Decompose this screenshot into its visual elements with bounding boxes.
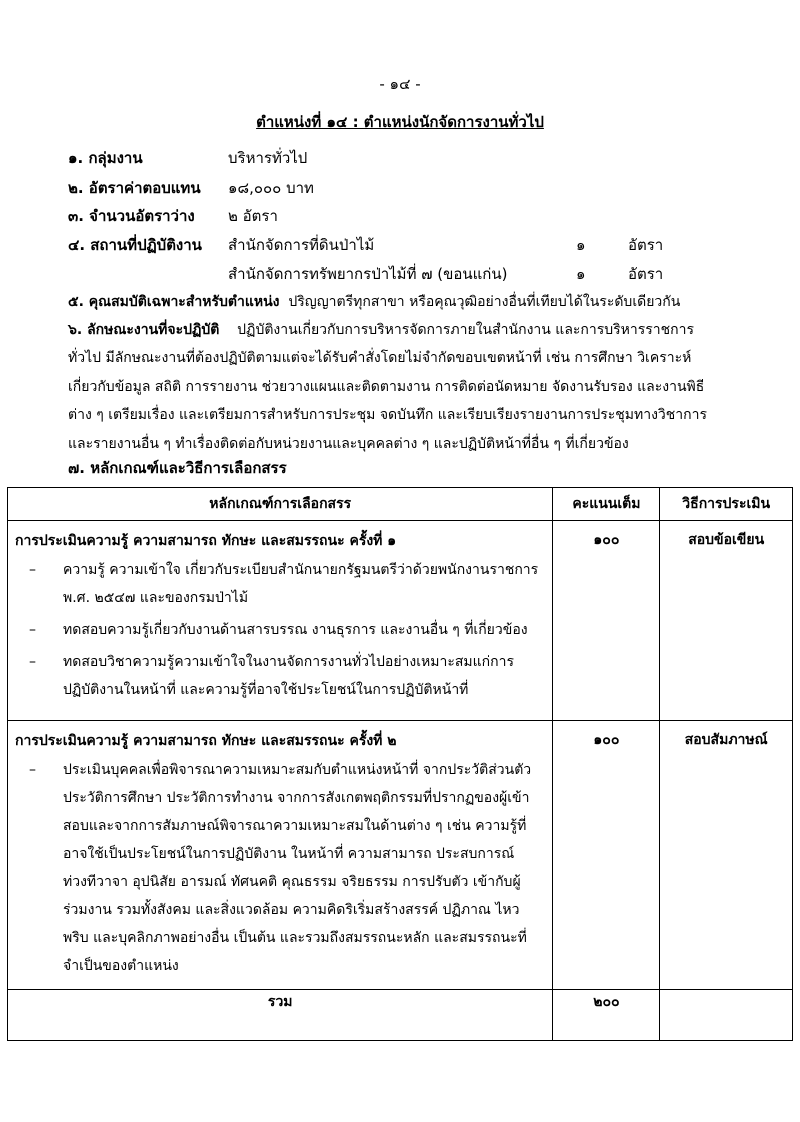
criteria-cell	[8, 521, 553, 721]
header-method: วิธีการประเมิน	[660, 488, 793, 521]
group1-title: การประเมินความรู้ ความสามารถ ทักษะ และสมรรถนะ ครั้งที่ ๑	[15, 533, 397, 549]
location-count: ๑	[576, 265, 586, 283]
total-method-empty	[660, 990, 793, 1041]
duties-text-line: ต่าง ๆ เตรียมเรื่อง และเตรียมการสำหรับการประชุม จดบันทึก และเรียบเรียงรายงานการประชุมทางวิชาการ	[68, 407, 707, 423]
item-text: ความรู้ ความเข้าใจ เกี่ยวกับระเบียบสำนักนายกรัฐมนตรีว่าด้วยพนักงานราชการ พ.ศ. ๒๕๔๗ และของกรมป่าไม้	[63, 562, 539, 606]
table-row	[8, 521, 793, 721]
qualification-text: ปริญญาตรีทุกสาขา หรือคุณวุฒิอย่างอื่นที่เทียบได้ในระดับเดียวกัน	[288, 294, 681, 310]
page-number: - ๑๔ -	[379, 75, 421, 93]
duties-text	[68, 344, 780, 458]
header-full-score: คะแนนเต็ม	[553, 488, 660, 521]
location-name: สำนักจัดการที่ดินป่าไม้	[228, 236, 375, 254]
criteria-table	[7, 487, 793, 1041]
location-label: ๔. สถานที่ปฏิบัติงาน	[68, 236, 202, 254]
position-heading: ตำแหน่งที่ ๑๔ : ตำแหน่งนักจัดการงานทั่วไป	[256, 113, 544, 131]
group1-method: สอบข้อเขียน	[660, 521, 793, 721]
location-row	[228, 262, 788, 288]
location-row	[228, 233, 788, 259]
vacancy-label: ๓. จำนวนอัตราว่าง	[68, 207, 195, 225]
duties-text-line: และรายงานอื่น ๆ ทำเรื่องติดต่อกับหน่วยงานและบุคคลต่าง ๆ และปฏิบัติหน้าที่อื่น ๆ ที่เกี่ยวข้อง	[68, 435, 629, 452]
total-score: ๒๐๐	[553, 990, 660, 1041]
location-unit: อัตรา	[628, 265, 664, 283]
criteria-cell	[8, 721, 553, 990]
duties-text-line: เกี่ยวกับข้อมูล สถิติ การรายงาน ช่วยวางแผนและติดตามงาน การติดต่อนัดหมาย จัดงานรับรอง และงานพิธี	[68, 378, 705, 395]
duties-text-line1: ปฏิบัติงานเกี่ยวกับการบริหารจัดการภายในสำนักงาน และการบริหารราชการ	[237, 322, 695, 338]
salary-label: ๒. อัตราค่าตอบแทน	[68, 179, 201, 197]
total-row	[8, 990, 793, 1041]
item-text: ทดสอบความรู้เกี่ยวกับงานด้านสารบรรณ งานธุรการ และงานอื่น ๆ ที่เกี่ยวข้อง	[63, 622, 528, 638]
vacancy-value: ๒ อัตรา	[228, 207, 278, 225]
dash-bullet: –	[29, 622, 36, 638]
list-item	[9, 554, 551, 614]
item-text: ทดสอบวิชาความรู้ความเข้าใจในงานจัดการงานทั่วไปอย่างเหมาะสมแก่การปฏิบัติงานในหน้าที่ และความรู้ที่อาจใช้ประโยชน์ในการปฏิบัติหน้าที่	[63, 654, 514, 698]
location-count: ๑	[576, 236, 586, 254]
group-value: บริหารทั่วไป	[228, 149, 308, 167]
location-name: สำนักจัดการทรัพยากรป่าไม้ที่ ๗ (ขอนแก่น)	[228, 265, 508, 283]
qualification-line	[68, 288, 780, 317]
group1-score: ๑๐๐	[553, 521, 660, 721]
table-row	[8, 721, 793, 990]
item-text: ประเมินบุคคลเพื่อพิจารณาความเหมาะสมกับตำแหน่งหน้าที่ จากประวัติส่วนตัว ประวัติการศึกษา ประวัติการทำงาน จากการสังเกตพฤติกรรมที่ปรากฏของผู้เข้าสอบและจากการสัมภาษณ์พิจารณาความเหมาะสมในด้านต่าง ๆ เช่น ความรู้ที่อาจใช้เป็นประโยชน์ในการปฏิบัติงาน ในหน้าที่ ความสามารถ ประสบการณ์ ท่วงทีวาจา อุปนิสัย อารมณ์ ทัศนคติ คุณธรรม จริยธรรม การปรับตัว เข้ากับผู้ร่วมงาน รวมทั้งสังคม และสิ่งแวดล้อม ความคิดริเริ่มสร้างสรรค์ ปฏิภาณ ไหวพริบ และบุคลิกภาพอย่างอื่น เป็นต้น และรวมถึงสมรรถนะหลัก และสมรรถนะที่จำเป็นของตำแหน่ง	[63, 762, 532, 974]
group-label: ๑. กลุ่มงาน	[68, 149, 143, 167]
selection-criteria-label: ๗. หลักเกณฑ์และวิธีการเลือกสรร	[68, 459, 287, 477]
dash-bullet: –	[29, 654, 36, 670]
table-header-row	[8, 488, 793, 521]
header-criteria: หลักเกณฑ์การเลือกสรร	[8, 488, 553, 521]
list-item	[9, 614, 551, 646]
duties-label: ๖. ลักษณะงานที่จะปฏิบัติ	[68, 322, 220, 338]
total-label: รวม	[8, 990, 553, 1041]
qualification-label: ๕. คุณสมบัติเฉพาะสำหรับตำแหน่ง	[68, 294, 280, 310]
list-item	[9, 754, 551, 988]
duties-text-line: ทั่วไป มีลักษณะงานที่ต้องปฏิบัติตามแต่จะได้รับคำสั่งโดยไม่จำกัดขอบเขตหน้าที่ เช่น การศึกษา วิเคราะห์	[68, 350, 692, 366]
salary-value: ๑๘,๐๐๐ บาท	[228, 179, 314, 197]
dash-bullet: –	[29, 562, 36, 578]
dash-bullet: –	[29, 762, 36, 778]
location-unit: อัตรา	[628, 236, 664, 254]
group2-method: สอบสัมภาษณ์	[660, 721, 793, 990]
list-item	[9, 646, 551, 706]
group2-title: การประเมินความรู้ ความสามารถ ทักษะ และสมรรถนะ ครั้งที่ ๒	[15, 733, 397, 749]
group2-score: ๑๐๐	[553, 721, 660, 990]
duties-line	[68, 316, 780, 345]
